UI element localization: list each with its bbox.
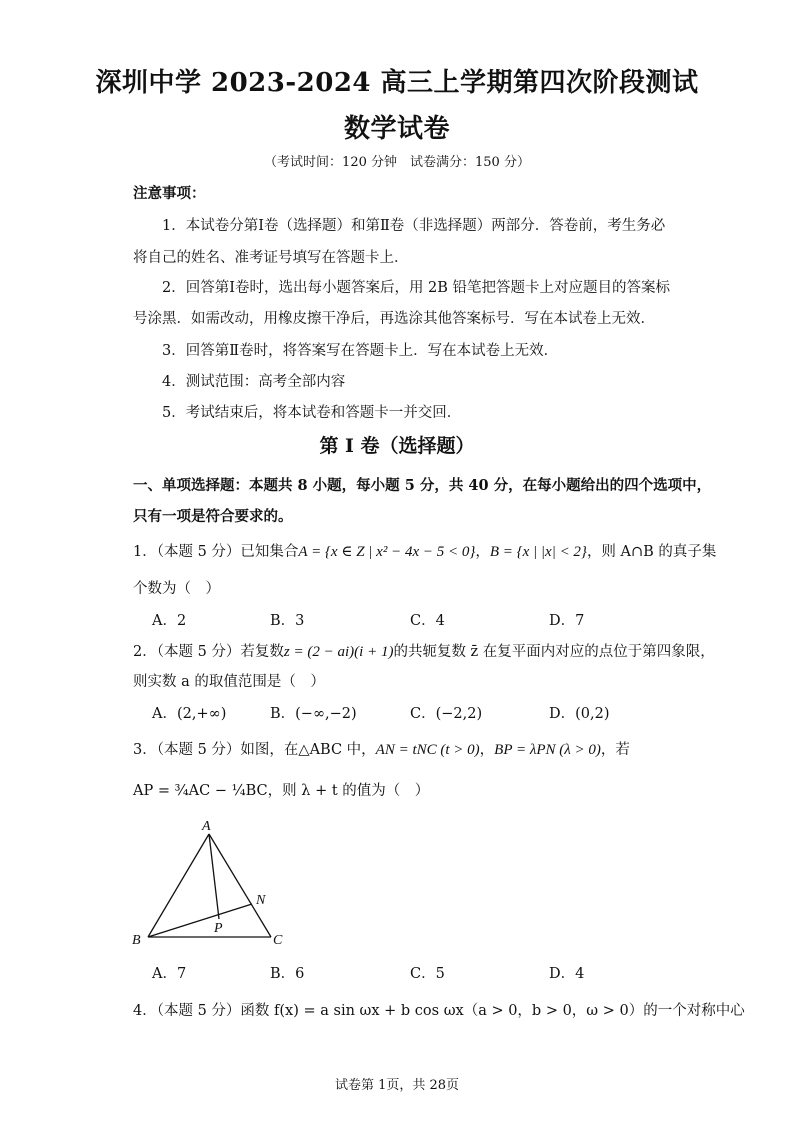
q1-stem: [133, 540, 716, 561]
q3-option-b: B．6: [270, 966, 305, 982]
q3-option-d: D．4: [549, 966, 585, 982]
note-4: 4．测试范围：高考全部内容: [162, 374, 346, 390]
section-title: 第 I 卷（选择题）: [319, 435, 475, 457]
q3-option-c: C．5: [410, 966, 445, 982]
q1-line2: 个数为（ ）: [133, 581, 220, 597]
label-n: N: [256, 893, 266, 908]
label-a: A: [202, 819, 211, 834]
q2-suffix: 的共轭复数 z̄ 在复平面内对应的点位于第四象限，: [393, 644, 715, 660]
q1-comma: ，: [475, 544, 490, 560]
note-1a: 1．本试卷分第Ⅰ卷（选择题）和第Ⅱ卷（非选择题）两部分．答卷前，考生务必: [162, 218, 666, 234]
q3-cond-2: BP = λPN (λ > 0): [494, 742, 601, 758]
q1-option-d: D．7: [549, 613, 585, 629]
q4-line1: 4．（本题 5 分）函数 f(x) = a sin ωx + b cos ωx（a > 0，b > 0，ω > 0）的一个对称中心: [133, 1003, 745, 1019]
note-5: 5．考试结束后，将本试卷和答题卡一并交回．: [162, 405, 462, 421]
label-c: C: [273, 933, 283, 948]
q2-option-b: B．(−∞,−2): [270, 706, 357, 722]
q2-line2: 则实数 a 的取值范围是（ ）: [133, 674, 325, 690]
q1-suffix: ，则 A∩B 的真子集: [586, 544, 717, 560]
q3-line2: AP = ¾AC − ¼BC，则 λ + t 的值为（ ）: [133, 783, 430, 799]
exam-subtitle: 数学试卷: [343, 114, 450, 144]
segment-bn: [148, 904, 252, 937]
q2-stem: [133, 640, 715, 661]
q3-sep: ，: [479, 742, 495, 758]
q3-stem: [133, 738, 630, 759]
notes-heading: 注意事项：: [133, 185, 206, 202]
q2-expr: z = (2 − ai)(i + 1): [283, 644, 394, 660]
note-2a: 2．回答第Ⅰ卷时，选出每小题答案后，用 2B 铅笔把答题卡上对应题目的答案标: [162, 280, 671, 296]
section-intro-b: 只有一项是符合要求的。: [133, 508, 293, 525]
exam-info: （考试时间：120 分钟 试卷满分：150 分）: [264, 155, 530, 170]
label-p: P: [214, 921, 223, 936]
q2-option-c: C．(−2,2): [410, 706, 483, 722]
page-footer: 试卷第 1页，共 28页: [334, 1078, 460, 1093]
label-b: B: [132, 933, 141, 948]
q3-suffix: ，若: [600, 742, 630, 758]
note-2b: 号涂黑．如需改动，用橡皮擦干净后，再选涂其他答案标号．写在本试卷上无效．: [133, 311, 655, 327]
q3-prefix: 3．（本题 5 分）如图，在△ABC 中，: [133, 742, 376, 758]
q1-option-b: B．3: [270, 613, 305, 629]
exam-title: 深圳中学 2023-2024 高三上学期第四次阶段测试: [95, 68, 699, 98]
q1-set-a: A = {x ∈ Z | x² − 4x − 5 < 0}: [298, 544, 476, 560]
q1-option-a: A．2: [152, 613, 187, 629]
q3-cond-1: AN = tNC (t > 0): [375, 742, 480, 758]
q2-prefix: 2．（本题 5 分）若复数: [133, 644, 284, 660]
note-3: 3．回答第Ⅱ卷时，将答案写在答题卡上．写在本试卷上无效．: [162, 343, 559, 359]
q1-option-c: C．4: [410, 613, 445, 629]
q3-triangle-figure: [128, 816, 298, 950]
section-intro-a: 一、单项选择题：本题共 8 小题，每小题 5 分，共 40 分，在每小题给出的四个选项中，: [133, 477, 712, 494]
q2-option-d: D．(0,2): [549, 706, 610, 722]
q2-option-a: A．(2,+∞): [152, 706, 227, 722]
q1-set-b: B = {x | |x| < 2}: [489, 544, 587, 560]
segment-ap: [209, 834, 219, 919]
note-1b: 将自己的姓名、准考证号填写在答题卡上．: [133, 250, 409, 266]
q1-prefix: 1．（本题 5 分）已知集合: [133, 544, 299, 560]
edge-ab: [148, 834, 209, 937]
q3-option-a: A．7: [152, 966, 187, 982]
